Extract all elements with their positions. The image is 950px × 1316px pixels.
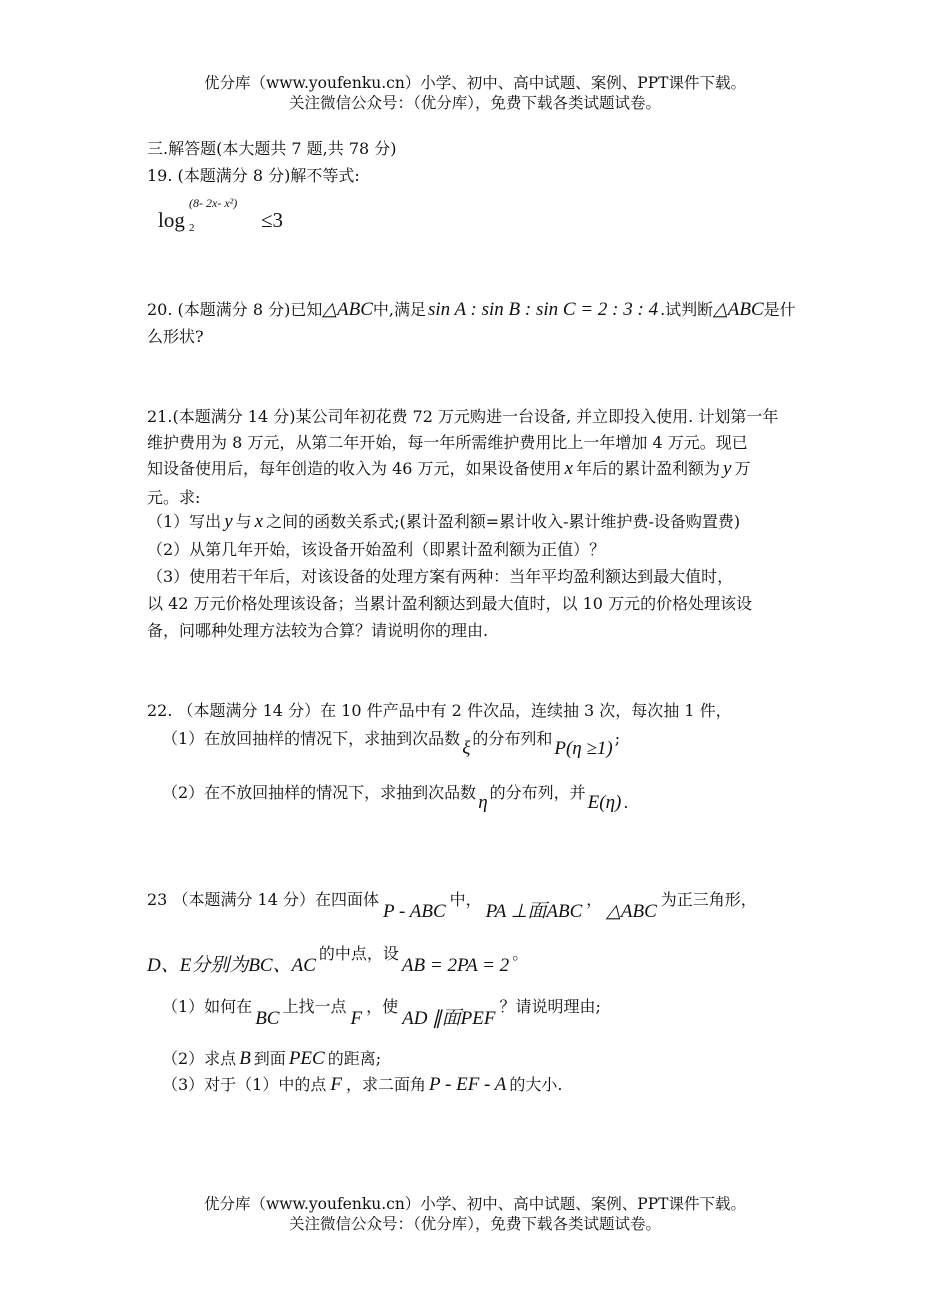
q20-tail: 是什: [763, 300, 796, 319]
q21-part-1-x: x: [254, 511, 264, 532]
q20-line-1: [147, 300, 796, 320]
header-line-2: 关注微信公众号：（优分库），免费下载各类试题试卷。: [288, 94, 661, 112]
q23-line-1-c: ，: [586, 890, 603, 909]
q23-line-2: [147, 944, 528, 978]
q21-part-1-a: （1）写出: [147, 512, 222, 531]
q23-part-1-d: ？请说明理由;: [499, 997, 601, 1016]
q23-part-1-a: （1）如何在: [162, 997, 253, 1016]
header-line-1: 优分库（www.youfenku.cn）小学、初中、高中试题、案例、PPT课件下载。: [203, 74, 747, 92]
q23-triangle: △ABC: [606, 901, 657, 922]
q20-ratio: sin A : sin B : sin C = 2 : 3 : 4: [427, 299, 659, 320]
q23-part-2-c: 的距离;: [327, 1049, 382, 1068]
q23-line-2-end: 。: [512, 944, 529, 963]
q23-length-eq: AB = 2PA = 2: [401, 955, 510, 976]
q23-b: B: [239, 1048, 251, 1069]
q23-tetrahedron: P - ABC: [382, 901, 446, 922]
q22-expectation-expr: E(η): [587, 792, 622, 813]
q21-part-2: （2）从第几年开始，该设备开始盈利（即累计盈利额为正值）？: [147, 540, 606, 559]
q22-eta: η: [478, 792, 488, 813]
q22-xi: ξ: [462, 738, 471, 759]
q23-part-1-c: ，使: [366, 997, 399, 1016]
q22-probability-expr: P(η ≥1): [554, 738, 613, 759]
footer-line-1: 优分库（www.youfenku.cn）小学、初中、高中试题、案例、PPT课件下载。: [203, 1195, 747, 1213]
q21-line-4: 元。求:: [147, 488, 201, 507]
q23-part-3-a: （3）对于（1）中的点: [162, 1075, 327, 1094]
q22-line-1: 22. （本题满分 14 分）在 10 件产品中有 2 件次品，连续抽 3 次，每次抽 1 件，: [147, 701, 732, 720]
q21-part-3-line-1: （3）使用若干年后，对该设备的处理方案有两种：当年平均盈利额达到最大值时，: [147, 567, 734, 586]
q23-part-2-a: （2）求点: [162, 1049, 237, 1068]
q23-point-f: F: [330, 1074, 342, 1095]
q21-line-2: 维护费用为 8 万元，从第二年开始，每一年所需维护费用比上一年增加 4 万元。现已: [147, 433, 748, 452]
q23-dihedral: P - EF - A: [429, 1074, 507, 1095]
q21-part-3-line-2: 以 42 万元价格处理该设备；当累计盈利额达到最大值时，以 10 万元的价格处理该设: [147, 594, 753, 613]
q23-bc: BC: [255, 1008, 280, 1029]
q23-part-3-c: 的大小.: [509, 1075, 563, 1094]
q23-part-3-b: ，求二面角: [345, 1075, 426, 1094]
q20-mid: 中,满足: [372, 300, 426, 319]
q19-title: 19. (本题满分 8 分)解不等式:: [147, 166, 360, 185]
q23-line-2-a: 的中点，设: [318, 944, 399, 963]
q19-inequality: [158, 196, 358, 238]
q23-line-1-b: 中，: [449, 890, 482, 909]
q20-post: .试判断: [660, 300, 714, 319]
q21-var-y: y: [723, 458, 732, 479]
q22-part-1-a: （1）在放回抽样的情况下，求抽到次品数: [162, 729, 461, 748]
q23-ad-parallel: AD ∥面PEF: [402, 1008, 496, 1029]
q22-part-1: [162, 729, 620, 763]
q23-pa-perp: PA ⊥面ABC: [485, 901, 583, 922]
q19-rhs: ≤3: [261, 208, 284, 232]
q23-part-2-b: 到面: [253, 1049, 286, 1068]
q23-line-1-a: 23 （本题满分 14 分）在四面体: [147, 890, 379, 909]
q23-part-3: [162, 1075, 563, 1095]
q20-triangle-2: △ABC: [713, 299, 764, 320]
q21-line-3-c: 万: [734, 459, 751, 478]
q22-part-1-end: ;: [614, 729, 621, 748]
q19-log: log: [158, 208, 185, 232]
q21-line-3: [147, 459, 750, 479]
q20-prefix: 20. (本题满分 8 分)已知: [147, 300, 323, 319]
q23-midpoints: D、E分别为BC、AC: [147, 955, 316, 976]
q21-line-3-a: 知设备使用后，每年创造的收入为 46 万元，如果设备使用: [147, 459, 562, 478]
q21-line-1: 21.(本题满分 14 分)某公司年初花费 72 万元购进一台设备, 并立即投入使用. 计划第一年: [147, 407, 779, 426]
q22-part-2-end: .: [623, 793, 629, 812]
q21-part-1-b: 与: [235, 512, 252, 531]
q21-part-3-line-3: 备，问哪种处理方法较为合算？请说明你的理由.: [147, 621, 489, 640]
q19-base: 2: [189, 222, 195, 234]
q23-part-1-b: 上找一点: [282, 997, 347, 1016]
q22-part-2-b: 的分布列，并: [489, 783, 586, 802]
q19-argument: (8- 2x- x²): [189, 196, 238, 210]
q21-var-x: x: [564, 458, 573, 479]
q21-part-1-y: y: [224, 511, 233, 532]
q23-f: F: [350, 1008, 363, 1029]
q21-part-1-c: 之间的函数关系式;(累计盈利额=累计收入-累计维护费-设备购置费): [266, 512, 741, 531]
q23-line-1: [147, 890, 757, 924]
footer-line-2: 关注微信公众号：（优分库），免费下载各类试题试卷。: [288, 1215, 661, 1233]
q20-triangle-1: △ABC: [322, 299, 373, 320]
q23-line-1-d: 为正三角形，: [660, 890, 757, 909]
q21-part-1: [147, 512, 740, 532]
section-title: 三.解答题(本大题共 7 题,共 78 分): [147, 139, 397, 158]
q20-line-2: 么形状?: [147, 327, 204, 346]
q21-line-3-b: 年后的累计盈利额为: [575, 459, 720, 478]
q22-part-1-b: 的分布列和: [472, 729, 553, 748]
q23-part-2: [162, 1049, 381, 1069]
q23-part-1: [162, 997, 601, 1031]
q23-pec: PEC: [288, 1048, 325, 1069]
q22-part-2: [162, 783, 628, 817]
q22-part-2-a: （2）在不放回抽样的情况下，求抽到次品数: [162, 783, 477, 802]
